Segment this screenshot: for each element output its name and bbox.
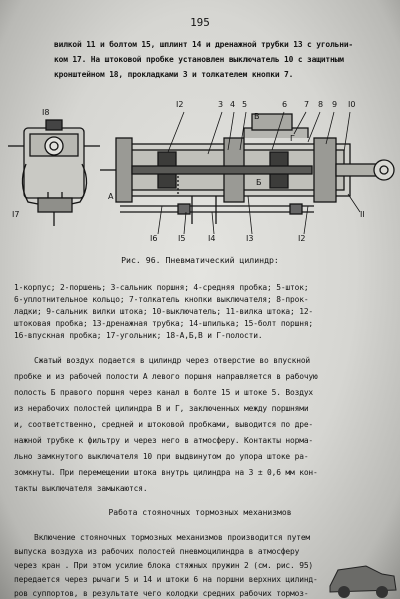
figure-label: I8 xyxy=(42,108,50,117)
figure-label: А xyxy=(108,192,114,201)
final-line-2: выпуска воздуха из рабочих полостей пневмоцилиндра в атмосферу xyxy=(14,547,300,556)
figure-label: I5 xyxy=(178,234,186,243)
figure-label: I7 xyxy=(12,210,20,219)
body-line-4: из нерабочих полостей цилиндра В и Г, заключенных между поршнями xyxy=(14,404,309,413)
body-line-7: льно замкнутого выключателя 10 при выдвинутом до упора штоке ра- xyxy=(14,452,309,461)
body-line-9: такты выключателя замыкаются. xyxy=(14,484,148,493)
body-line-6: нажной трубке к фильтру и через него в атмосферу. Контакты норма- xyxy=(14,436,314,445)
figure-label: II xyxy=(360,210,365,219)
intro-line-2: ком 17. На штоковой пробке установлен выключатель 10 с защитным xyxy=(54,55,344,64)
figure-label: Б xyxy=(256,178,262,187)
figure-label: В xyxy=(254,112,260,121)
legend-line-3: ладки; 9-сальник вилки штока; 10-выключатель; 11-вилка штока; 12- xyxy=(14,307,314,316)
page-number: 195 xyxy=(190,16,210,29)
body-line-1: Сжатый воздух подается в цилиндр через отверстие во впускной xyxy=(34,356,311,365)
legend-line-2: 6-уплотнительное кольцо; 7-толкатель кнопки выключателя; 8-прок- xyxy=(14,295,309,304)
section-heading: Работа стояночных тормозных механизмов xyxy=(108,508,292,517)
legend-line-1: 1-корпус; 2-поршень; 3-сальник поршня; 4-средняя пробка; 5-шток; xyxy=(14,283,309,292)
final-line-5: ров суппортов, в результате чего колодки средних рабочих тормоз- xyxy=(14,589,309,598)
figure-label: I3 xyxy=(246,234,254,243)
pneumatic-cylinder-figure xyxy=(8,94,400,252)
figure-label: I6 xyxy=(150,234,158,243)
figure-label: Г xyxy=(290,134,295,143)
figure-label: I2 xyxy=(298,234,306,243)
figure-label: 5 xyxy=(242,100,248,109)
legend-line-5: 16-впускная пробка; 17-угольник; 18-А,Б,В и Г-полости. xyxy=(14,331,263,340)
figure-caption: Рис. 96. Пневматический цилиндр: xyxy=(121,255,279,265)
legend-line-4: штоковая пробка; 13-дренажная трубка; 14-шпилька; 15-болт поршня; xyxy=(14,319,314,328)
body-line-3: полость Б правого поршня через канал в болте 15 и штоке 5. Воздух xyxy=(14,388,314,397)
figure-label: 4 xyxy=(230,100,236,109)
final-line-1: Включение стояночных тормозных механизмов производится путем xyxy=(34,533,311,542)
final-line-4: передается через рычаги 5 и 14 и штоки 6 на поршни верхних цилинд- xyxy=(14,575,318,584)
figure-label: 6 xyxy=(282,100,288,109)
body-line-2: пробке и из рабочей полости А левого поршня направляется в рабочую xyxy=(14,372,318,381)
intro-line-1: вилкой 11 и болтом 15, шплинт 14 и дренажной трубки 13 с угольни- xyxy=(54,40,354,49)
cylinder-drawing xyxy=(8,94,400,252)
intro-line-3: кронштейном 18, прокладками 3 и толкателем кнопки 7. xyxy=(54,70,294,79)
figure-label: I4 xyxy=(208,234,216,243)
final-line-3: через кран . При этом усилие блока стяжных пружин 2 (см. рис. 95) xyxy=(14,561,314,570)
figure-label: I2 xyxy=(176,100,184,109)
body-line-5: и, соответственно, средней и штоковой пробками, выводится по дре- xyxy=(14,420,314,429)
corner-vehicle-stamp xyxy=(320,556,400,599)
figure-label: 8 xyxy=(318,100,324,109)
figure-label: I0 xyxy=(348,100,356,109)
figure-label: 3 xyxy=(218,100,224,109)
body-line-8: зомкнуты. При перемещении штока внутрь цилиндра на 3 ± 0,6 мм кон- xyxy=(14,468,318,477)
figure-label: 7 xyxy=(304,100,310,109)
figure-label: 9 xyxy=(332,100,338,109)
